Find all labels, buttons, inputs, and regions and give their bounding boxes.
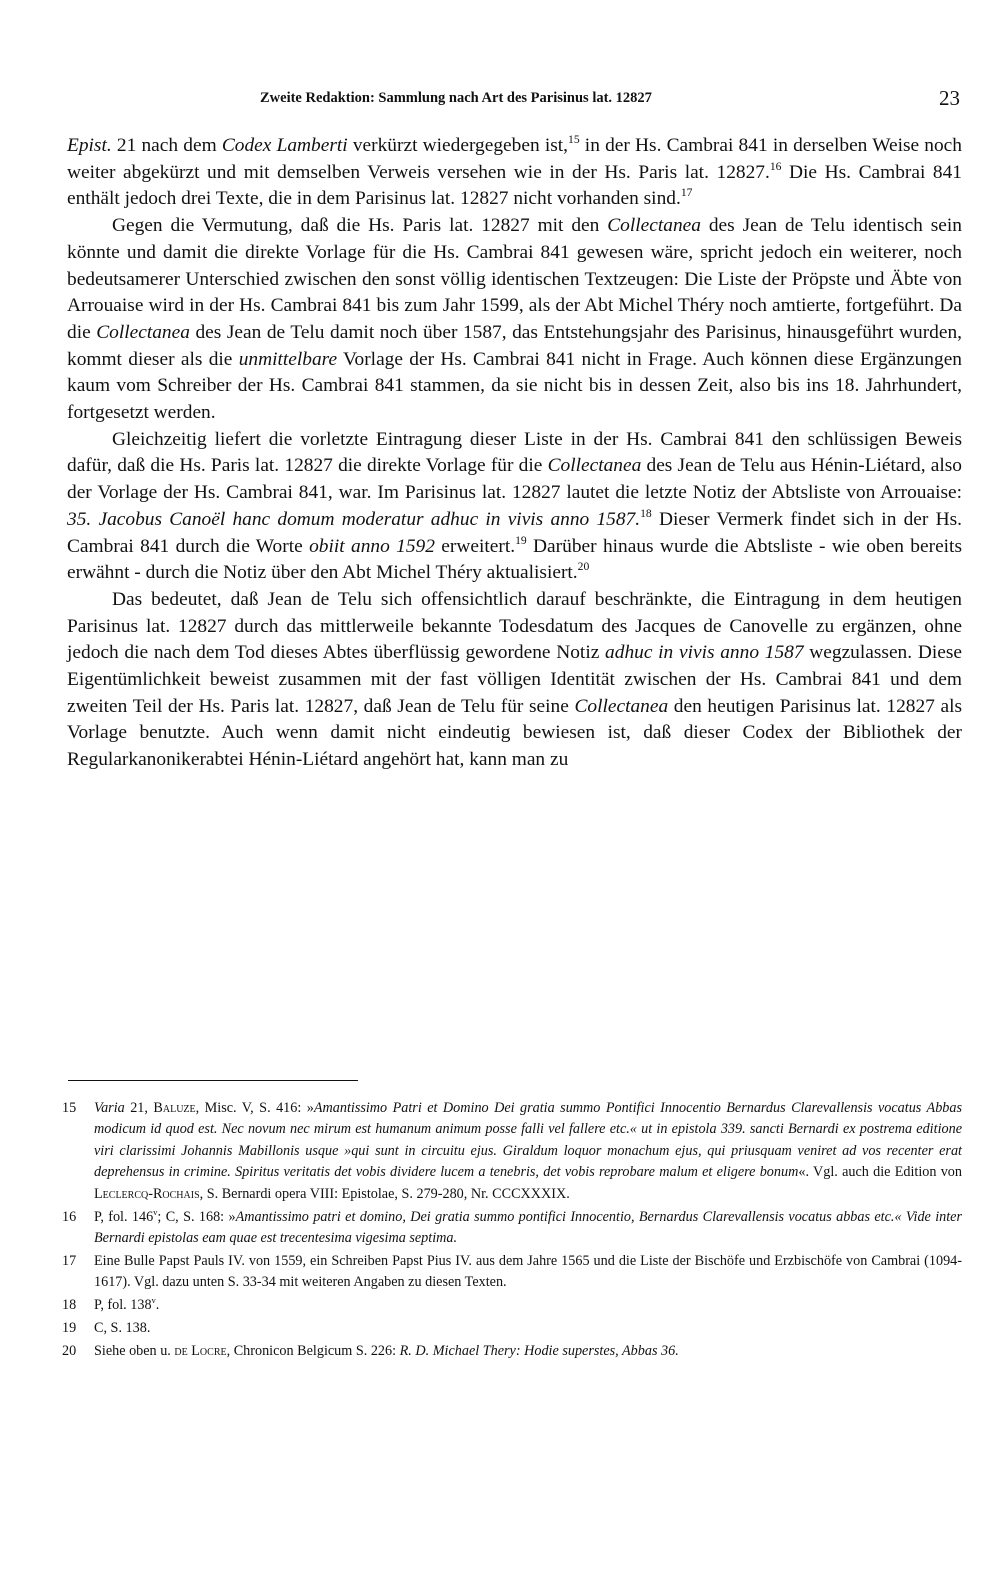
footnote-16: 16 P, fol. 146$^v$; C, S. 168: »Amantissimo patri et domino, Dei gratia summo pontifici Innocentio, Bernardus Clarevallensis vocatus abbas etc.« Vide inter Bernardi epistolas eam quae est trecentesima vigesima septima.	[62, 1206, 962, 1246]
page-number: 23	[939, 86, 960, 110]
page-header	[70, 86, 960, 116]
footnote-19: 19 C, S. 138.	[62, 1318, 962, 1339]
footnote-ref-16: 16	[769, 159, 782, 173]
paragraph-3: Gleichzeitig liefert die vorletzte Eintragung dieser Liste in der Hs. Cambrai 841 den schlüssigen Beweis dafür, daß die Hs. Paris lat. 12827 die direkte Vorlage für die Collectanea des Jean de Telu aus Hénin-Liétard, also der Vorlage der Hs. Cambrai 841, war. Im Parisinus lat. 12827 lautet die letzte Notiz der Abtsliste von Arrouaise: 35. Jacobus Canoël hanc domum moderatur adhuc in vivis anno 1587.18 Dieser Vermerk findet sich in der Hs. Cambrai 841 durch die Worte obiit anno 1592 erweitert.$^{19}$ Darüber hinaus wurde die Abtsliste - wie oben bereits erwähnt - durch die Notiz über den Abt Michel Théry aktualisiert.$^{20}$	[67, 428, 962, 584]
footnote-20: 20 Siehe oben u. de Locre, Chronicon Belgicum S. 226: R. D. Michael Thery: Hodie superstes, Abbas 36.	[62, 1341, 962, 1362]
footnote-ref-19: 19	[515, 533, 527, 547]
footnote-number: 17	[62, 1252, 77, 1269]
paragraph-2: Gegen die Vermutung, daß die Hs. Paris lat. 12827 mit den Collectanea des Jean de Telu identisch sein könnte und damit die direkte Vorlage für die Hs. Cambrai 841 gewesen wäre, spricht jedoch ein weiterer, noch bedeutsamerer Unterschied zwischen den sonst völlig identischen Textzeugen: Die Liste der Pröpste und Äbte von Arrouaise wird in der Hs. Cambrai 841 bis zum Jahr 1599, als der Abt Michel Théry noch amtierte, fortgeführt. Da die Collectanea des Jean de Telu damit noch über 1587, das Entstehungsjahr des Parisinus, hinausgeführt wurden, kommt dieser als die unmittelbare Vorlage der Hs. Cambrai 841 nicht in Frage. Auch können diese Ergänzungen kaum vom Schreiber der Hs. Cambrai 841 stammen, da sie nicht bis in dessen Zeit, also bis ins 18. Jahrhundert, fortgesetzt werden.	[67, 215, 963, 424]
paragraph-4: Das bedeutet, daß Jean de Telu sich offensichtlich darauf beschränkte, die Eintragung in dem heutigen Parisinus lat. 12827 durch das mittlerweile bekannte Todesdatum des Jacques de Canovelle zu ergänzen, ohne jedoch die nach dem Tod dieses Abtes überflüssig gewordene Notiz adhuc in vivis anno 1587 wegzulassen. Diese Eigentümlichkeit beweist zusammen mit der fast völligen Identität zwischen der Hs. Cambrai 841 und dem zweiten Teil der Hs. Paris lat. 12827, daß Jean de Telu für seine Collectanea den heutigen Parisinus lat. 12827 als Vorlage benutzte. Auch wenn damit nicht eindeutig bewiesen ist, daß dieser Codex der Bibliothek der Regularkanonikerabtei Hénin-Liétard angehört hat, kann man zu	[67, 588, 963, 771]
footnote-15: 15 Varia 21, Baluze, Misc. V, S. 416: »Amantissimo Patri et Domino Dei gratia summo Pontifici Innocentio Bernardus Clarevallensis vocatus Abbas modicum id quod est. Nec novum nec mirum est humanum animum posse falli vel fallere etc.« ut in epistola 339. sancti Bernardi ex postrema editione viri clarissimi Johannis Mabillonis usque »qui sunt in circuitu ejus. Giraldum loquor monachum ejus, qui priusquam veniret ad vos recenter erat deprehensus in crimine. Spiritus veritatis det vobis dividere lucem a tenebris, det vobis reprobare malum et eligere bonum«. Vgl. auch die Edition von Leclercq-Rochais, S. Bernardi opera VIII: Epistolae, S. 279-280, Nr. CCCXXXIX.	[62, 1100, 962, 1202]
footnote-17: 17 Eine Bulle Papst Pauls IV. von 1559, ein Schreiben Papst Pius IV. aus dem Jahre 1565 und die Liste der Bischöfe und Erzbischöfe von Cambrai (1094-1617). Vgl. dazu unten S. 33-34 mit weiteren Angaben zu diesen Texten.	[62, 1252, 962, 1291]
footnote-number: 19	[62, 1320, 77, 1337]
footnote-18: 18 P, fol. 138$^v$.	[62, 1295, 962, 1316]
footnote-ref-17: 17	[680, 186, 693, 200]
footnote-number: 15	[62, 1100, 77, 1116]
paragraph-1: Epist. 21 nach dem Codex Lamberti verkürzt wiedergegeben ist,$^{15}$ in der Hs. Cambrai 841 in derselben Weise noch weiter abgekürzt und mit demselben Verweis versehen wie in der Hs. Paris lat. 12827.16 Die Hs. Cambrai 841 enthält jedoch drei Texte, die in dem Parisinus lat. 12827 nicht vorhanden sind.$^{17}$	[67, 132, 963, 210]
footnote-number: 18	[62, 1297, 77, 1314]
footnote-number: 20	[62, 1342, 77, 1359]
footnote-divider	[68, 1080, 358, 1081]
main-text	[67, 133, 962, 774]
running-title: Zweite Redaktion: Sammlung nach Art des Parisinus lat. 12827	[260, 90, 652, 106]
footnote-ref-15: 15	[568, 132, 580, 146]
footnote-number: 16	[62, 1208, 77, 1225]
footnote-ref-18: 18	[640, 506, 652, 520]
footnotes	[62, 1098, 962, 1364]
footnote-ref-20: 20	[577, 560, 590, 574]
